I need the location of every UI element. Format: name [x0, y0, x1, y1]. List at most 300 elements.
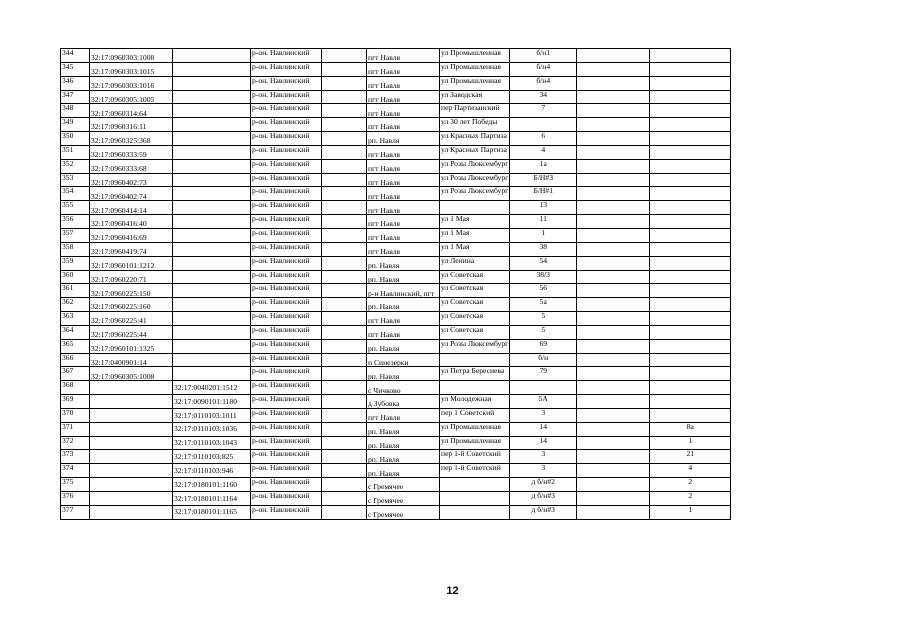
- table-row: [61, 173, 731, 187]
- cell-extra-b: [650, 325, 731, 339]
- cell-house-number: 5: [510, 312, 577, 326]
- cell-extra-b: [650, 215, 731, 229]
- cell-extra-a: [577, 201, 650, 215]
- table-row: [61, 145, 731, 159]
- cell-cadastral-number-a: 32:17:0960305:1005: [90, 90, 173, 104]
- table-row: [61, 395, 731, 409]
- cell-empty: [322, 395, 367, 409]
- cell-extra-a: [577, 464, 650, 478]
- cell-street: ул Промышленная: [440, 422, 510, 436]
- cell-cadastral-number-a: [90, 436, 173, 450]
- cell-cadastral-number-b: [173, 228, 251, 242]
- cell-district: р-он. Навлинский: [251, 145, 322, 159]
- cell-empty: [322, 353, 367, 367]
- cell-cadastral-number-a: 32:17:0960303:1015: [90, 62, 173, 76]
- cell-empty: [322, 367, 367, 381]
- cell-empty: [322, 284, 367, 298]
- cell-house-number: 3: [510, 464, 577, 478]
- cell-extra-b: 8а: [650, 422, 731, 436]
- cell-street: ул Петра Бересиева: [440, 367, 510, 381]
- cell-cadastral-number-b: 32:17:0110103:1011: [173, 408, 251, 422]
- cell-cadastral-number-b: [173, 270, 251, 284]
- cell-row-number: 364: [61, 325, 90, 339]
- cell-cadastral-number-b: [173, 298, 251, 312]
- cell-settlement: пгт Навля: [367, 104, 440, 118]
- cell-house-number: 54: [510, 256, 577, 270]
- cell-extra-b: 1: [650, 436, 731, 450]
- cell-district: р-он. Навлинский: [251, 215, 322, 229]
- cell-extra-a: [577, 312, 650, 326]
- cell-cadastral-number-b: [173, 173, 251, 187]
- cell-extra-b: 2: [650, 478, 731, 492]
- cell-cadastral-number-a: 32:17:0960303:1016: [90, 76, 173, 90]
- cell-house-number: б/н1: [510, 49, 577, 63]
- cell-house-number: 69: [510, 339, 577, 353]
- cell-cadastral-number-a: [90, 505, 173, 519]
- cell-cadastral-number-b: 32:17:0110103:825: [173, 450, 251, 464]
- cell-street: ул 1 Мая: [440, 242, 510, 256]
- table-row: [61, 228, 731, 242]
- cell-extra-a: [577, 132, 650, 146]
- cell-settlement: пгт Навля: [367, 325, 440, 339]
- cell-cadastral-number-b: 32:17:0180101:1165: [173, 505, 251, 519]
- cell-extra-a: [577, 450, 650, 464]
- cell-district: р-он. Навлинский: [251, 284, 322, 298]
- cell-extra-a: [577, 145, 650, 159]
- cell-cadastral-number-a: 32:17:0960220:71: [90, 270, 173, 284]
- cell-district: р-он. Навлинский: [251, 201, 322, 215]
- cell-house-number: 79: [510, 367, 577, 381]
- cell-cadastral-number-a: 32:17:0960305:1008: [90, 367, 173, 381]
- cell-empty: [322, 159, 367, 173]
- cell-row-number: 361: [61, 284, 90, 298]
- cell-row-number: 367: [61, 367, 90, 381]
- cell-cadastral-number-a: 32:17:0400901:14: [90, 353, 173, 367]
- cell-district: р-он. Навлинский: [251, 367, 322, 381]
- cell-empty: [322, 325, 367, 339]
- cell-settlement: пгт Навля: [367, 228, 440, 242]
- cell-house-number: 5А: [510, 395, 577, 409]
- cell-extra-b: [650, 312, 731, 326]
- cell-district: р-он. Навлинский: [251, 270, 322, 284]
- cell-empty: [322, 422, 367, 436]
- cell-cadastral-number-a: 32:17:0960101:1212: [90, 256, 173, 270]
- cell-street: пер 1-й Советский: [440, 450, 510, 464]
- cell-extra-a: [577, 381, 650, 395]
- cell-cadastral-number-b: 32:17:0180101:1160: [173, 478, 251, 492]
- cell-extra-a: [577, 76, 650, 90]
- cell-district: р-он. Навлинский: [251, 450, 322, 464]
- cell-district: р-он. Навлинский: [251, 381, 322, 395]
- cell-house-number: [510, 381, 577, 395]
- cell-extra-b: [650, 408, 731, 422]
- cell-empty: [322, 49, 367, 63]
- cell-house-number: Б/Н#1: [510, 187, 577, 201]
- cell-settlement: пгт Навля: [367, 215, 440, 229]
- cell-street: [440, 492, 510, 506]
- cell-house-number: 56: [510, 284, 577, 298]
- cell-settlement: пгт Навля: [367, 242, 440, 256]
- cell-district: р-он. Навлинский: [251, 132, 322, 146]
- table-row: [61, 187, 731, 201]
- cell-settlement: рп. Навля: [367, 339, 440, 353]
- cell-extra-b: [650, 395, 731, 409]
- cell-house-number: д б/н#3: [510, 492, 577, 506]
- cell-cadastral-number-b: [173, 256, 251, 270]
- cell-row-number: 358: [61, 242, 90, 256]
- cell-street: ул Розы Люксембург: [440, 173, 510, 187]
- cell-street: ул Розы Люксембург: [440, 339, 510, 353]
- cell-district: р-он. Навлинский: [251, 505, 322, 519]
- cell-empty: [322, 242, 367, 256]
- cell-empty: [322, 298, 367, 312]
- cell-district: р-он. Навлинский: [251, 62, 322, 76]
- cell-street: ул 30 лет Победы: [440, 118, 510, 132]
- cell-cadastral-number-b: [173, 90, 251, 104]
- cell-extra-a: [577, 49, 650, 63]
- registry-table: [60, 48, 731, 520]
- cell-extra-b: [650, 256, 731, 270]
- table-row: [61, 436, 731, 450]
- cell-cadastral-number-a: 32:17:0960402:74: [90, 187, 173, 201]
- cell-district: р-он. Навлинский: [251, 104, 322, 118]
- cell-empty: [322, 408, 367, 422]
- cell-cadastral-number-a: 32:17:0960333:59: [90, 145, 173, 159]
- cell-street: ул Молодежная: [440, 395, 510, 409]
- cell-settlement: пгт Навля: [367, 76, 440, 90]
- cell-district: р-он. Навлинский: [251, 312, 322, 326]
- cell-cadastral-number-b: [173, 145, 251, 159]
- cell-house-number: 11: [510, 215, 577, 229]
- cell-street: [440, 353, 510, 367]
- cell-empty: [322, 464, 367, 478]
- cell-settlement: пгт Навля: [367, 49, 440, 63]
- cell-street: ул Промышленная: [440, 76, 510, 90]
- cell-house-number: 14: [510, 436, 577, 450]
- cell-cadastral-number-a: [90, 381, 173, 395]
- cell-house-number: 3: [510, 450, 577, 464]
- cell-extra-a: [577, 118, 650, 132]
- table-row: [61, 201, 731, 215]
- cell-street: ул Советская: [440, 298, 510, 312]
- cell-cadastral-number-b: [173, 104, 251, 118]
- cell-empty: [322, 215, 367, 229]
- cell-house-number: 7: [510, 104, 577, 118]
- cell-cadastral-number-b: [173, 367, 251, 381]
- table-row: [61, 353, 731, 367]
- cell-street: пер 1-й Советский: [440, 464, 510, 478]
- cell-empty: [322, 187, 367, 201]
- cell-extra-a: [577, 104, 650, 118]
- cell-street: [440, 201, 510, 215]
- cell-extra-a: [577, 62, 650, 76]
- cell-street: ул Промышленная: [440, 436, 510, 450]
- cell-cadastral-number-b: [173, 284, 251, 298]
- cell-extra-a: [577, 395, 650, 409]
- cell-house-number: 14: [510, 422, 577, 436]
- cell-house-number: б/н: [510, 353, 577, 367]
- cell-district: р-он. Навлинский: [251, 325, 322, 339]
- cell-extra-a: [577, 478, 650, 492]
- cell-cadastral-number-a: 32:17:0960325:368: [90, 132, 173, 146]
- cell-settlement: пгт Навля: [367, 145, 440, 159]
- cell-cadastral-number-b: [173, 49, 251, 63]
- cell-settlement: пгт Навля: [367, 90, 440, 104]
- cell-empty: [322, 90, 367, 104]
- cell-extra-b: [650, 367, 731, 381]
- cell-extra-a: [577, 339, 650, 353]
- cell-settlement: пгт Навля: [367, 118, 440, 132]
- table-row: [61, 62, 731, 76]
- cell-settlement: с Гремячее: [367, 492, 440, 506]
- cell-district: р-он. Навлинский: [251, 242, 322, 256]
- table-row: [61, 464, 731, 478]
- cell-empty: [322, 173, 367, 187]
- cell-row-number: 352: [61, 159, 90, 173]
- table-row: [61, 132, 731, 146]
- cell-cadastral-number-a: 32:17:0960402:73: [90, 173, 173, 187]
- cell-settlement: рп. Навля: [367, 367, 440, 381]
- table-row: [61, 298, 731, 312]
- cell-extra-b: [650, 62, 731, 76]
- page-number: 12: [446, 585, 459, 597]
- cell-empty: [322, 505, 367, 519]
- cell-cadastral-number-b: 32:17:0110103:946: [173, 464, 251, 478]
- cell-empty: [322, 270, 367, 284]
- cell-street: ул Советская: [440, 284, 510, 298]
- cell-row-number: 373: [61, 450, 90, 464]
- cell-district: р-он. Навлинский: [251, 478, 322, 492]
- cell-house-number: 1а: [510, 159, 577, 173]
- cell-empty: [322, 201, 367, 215]
- cell-settlement: пгт Навля: [367, 408, 440, 422]
- cell-row-number: 368: [61, 381, 90, 395]
- cell-cadastral-number-b: [173, 118, 251, 132]
- cell-cadastral-number-a: 32:17:0960225:41: [90, 312, 173, 326]
- cell-house-number: б/н4: [510, 76, 577, 90]
- cell-district: р-он. Навлинский: [251, 395, 322, 409]
- registry-body: [61, 49, 731, 520]
- cell-house-number: д б/н#2: [510, 478, 577, 492]
- cell-row-number: 349: [61, 118, 90, 132]
- cell-street: ул Советская: [440, 325, 510, 339]
- cell-district: р-он. Навлинский: [251, 464, 322, 478]
- cell-row-number: 346: [61, 76, 90, 90]
- table-row: [61, 312, 731, 326]
- cell-house-number: [510, 118, 577, 132]
- cell-row-number: 376: [61, 492, 90, 506]
- table-row: [61, 49, 731, 63]
- cell-extra-a: [577, 228, 650, 242]
- cell-extra-b: [650, 228, 731, 242]
- cell-empty: [322, 450, 367, 464]
- cell-district: р-он. Навлинский: [251, 422, 322, 436]
- cell-extra-b: 2: [650, 492, 731, 506]
- table-row: [61, 408, 731, 422]
- table-row: [61, 76, 731, 90]
- cell-district: р-он. Навлинский: [251, 256, 322, 270]
- cell-settlement: рп. Навля: [367, 132, 440, 146]
- cell-empty: [322, 478, 367, 492]
- cell-row-number: 365: [61, 339, 90, 353]
- cell-row-number: 355: [61, 201, 90, 215]
- cell-extra-b: [650, 242, 731, 256]
- cell-cadastral-number-b: [173, 187, 251, 201]
- cell-row-number: 357: [61, 228, 90, 242]
- cell-street: [440, 381, 510, 395]
- table-row: [61, 478, 731, 492]
- cell-cadastral-number-a: 32:17:0960225:160: [90, 298, 173, 312]
- cell-settlement: рп. Навля: [367, 436, 440, 450]
- cell-extra-b: [650, 298, 731, 312]
- cell-row-number: 347: [61, 90, 90, 104]
- cell-cadastral-number-a: [90, 422, 173, 436]
- cell-street: ул Советская: [440, 312, 510, 326]
- cell-settlement: д Зубовка: [367, 395, 440, 409]
- cell-extra-a: [577, 256, 650, 270]
- cell-street: ул Ленина: [440, 256, 510, 270]
- cell-row-number: 375: [61, 478, 90, 492]
- cell-extra-a: [577, 436, 650, 450]
- cell-cadastral-number-a: [90, 464, 173, 478]
- cell-district: р-он. Навлинский: [251, 173, 322, 187]
- cell-extra-a: [577, 284, 650, 298]
- cell-district: р-он. Навлинский: [251, 436, 322, 450]
- cell-cadastral-number-a: 32:17:0960416:40: [90, 215, 173, 229]
- cell-cadastral-number-a: 32:17:0960225:150: [90, 284, 173, 298]
- table-row: [61, 215, 731, 229]
- cell-row-number: 372: [61, 436, 90, 450]
- cell-empty: [322, 256, 367, 270]
- cell-settlement: пгт Навля: [367, 173, 440, 187]
- cell-extra-a: [577, 159, 650, 173]
- cell-empty: [322, 62, 367, 76]
- cell-house-number: 34: [510, 90, 577, 104]
- cell-settlement: рп. Навля: [367, 270, 440, 284]
- cell-street: ул 1 Мая: [440, 215, 510, 229]
- cell-cadastral-number-a: [90, 408, 173, 422]
- table-row: [61, 339, 731, 353]
- cell-house-number: 1: [510, 228, 577, 242]
- cell-cadastral-number-a: [90, 450, 173, 464]
- cell-row-number: 348: [61, 104, 90, 118]
- cell-street: ул Розы Люксембург: [440, 159, 510, 173]
- cell-extra-a: [577, 367, 650, 381]
- table-row: [61, 118, 731, 132]
- cell-street: ул Красных Партиза: [440, 145, 510, 159]
- cell-extra-a: [577, 270, 650, 284]
- cell-extra-a: [577, 492, 650, 506]
- cell-settlement: пгт Навля: [367, 312, 440, 326]
- cell-cadastral-number-b: 32:17:0040201:1512: [173, 381, 251, 395]
- cell-cadastral-number-a: [90, 478, 173, 492]
- cell-cadastral-number-b: 32:17:0110103:1043: [173, 436, 251, 450]
- cell-extra-b: [650, 201, 731, 215]
- cell-row-number: 370: [61, 408, 90, 422]
- table-row: [61, 422, 731, 436]
- cell-extra-b: [650, 270, 731, 284]
- table-row: [61, 256, 731, 270]
- cell-settlement: рп. Навля: [367, 422, 440, 436]
- cell-row-number: 359: [61, 256, 90, 270]
- cell-district: р-он. Навлинский: [251, 49, 322, 63]
- cell-extra-b: [650, 339, 731, 353]
- cell-row-number: 344: [61, 49, 90, 63]
- cell-cadastral-number-a: 32:17:0960416:69: [90, 228, 173, 242]
- cell-extra-b: [650, 284, 731, 298]
- cell-settlement: п Синезерки: [367, 353, 440, 367]
- cell-row-number: 363: [61, 312, 90, 326]
- cell-settlement: рп. Навля: [367, 298, 440, 312]
- table-row: [61, 159, 731, 173]
- cell-cadastral-number-b: [173, 353, 251, 367]
- cell-extra-a: [577, 298, 650, 312]
- cell-extra-a: [577, 173, 650, 187]
- cell-settlement: р-н Навлинский, пгт: [367, 284, 440, 298]
- cell-cadastral-number-a: 32:17:0960333:68: [90, 159, 173, 173]
- cell-street: ул 1 Мая: [440, 228, 510, 242]
- cell-house-number: 4: [510, 145, 577, 159]
- cell-cadastral-number-b: 32:17:0110103:1036: [173, 422, 251, 436]
- cell-cadastral-number-a: 32:17:0960225:44: [90, 325, 173, 339]
- cell-house-number: 5а: [510, 298, 577, 312]
- cell-extra-a: [577, 408, 650, 422]
- cell-extra-a: [577, 325, 650, 339]
- cell-row-number: 369: [61, 395, 90, 409]
- cell-extra-b: [650, 187, 731, 201]
- cell-row-number: 377: [61, 505, 90, 519]
- cell-row-number: 360: [61, 270, 90, 284]
- cell-street: пер Партизанский: [440, 104, 510, 118]
- cell-extra-b: [650, 173, 731, 187]
- table-row: [61, 367, 731, 381]
- cell-extra-b: [650, 76, 731, 90]
- cell-street: ул Красных Партиза: [440, 132, 510, 146]
- cell-extra-a: [577, 242, 650, 256]
- cell-street: ул Промышленная: [440, 62, 510, 76]
- cell-row-number: 350: [61, 132, 90, 146]
- cell-row-number: 366: [61, 353, 90, 367]
- cell-row-number: 351: [61, 145, 90, 159]
- cell-extra-b: [650, 381, 731, 395]
- cell-row-number: 362: [61, 298, 90, 312]
- cell-settlement: рп. Навля: [367, 256, 440, 270]
- cell-extra-b: [650, 159, 731, 173]
- cell-empty: [322, 145, 367, 159]
- cell-empty: [322, 118, 367, 132]
- table-row: [61, 242, 731, 256]
- cell-house-number: б/н4: [510, 62, 577, 76]
- cell-house-number: 38/3: [510, 270, 577, 284]
- cell-extra-b: [650, 90, 731, 104]
- cell-extra-a: [577, 215, 650, 229]
- cell-row-number: 354: [61, 187, 90, 201]
- cell-house-number: 5: [510, 325, 577, 339]
- cell-cadastral-number-a: 32:17:0960316:11: [90, 118, 173, 132]
- cell-street: ул Советская: [440, 270, 510, 284]
- cell-settlement: пгт Навля: [367, 62, 440, 76]
- cell-settlement: рп. Навля: [367, 450, 440, 464]
- cell-cadastral-number-b: [173, 312, 251, 326]
- cell-empty: [322, 436, 367, 450]
- cell-street: [440, 505, 510, 519]
- cell-district: р-он. Навлинский: [251, 298, 322, 312]
- cell-empty: [322, 132, 367, 146]
- cell-street: ул Промышленная: [440, 49, 510, 63]
- cell-empty: [322, 104, 367, 118]
- cell-cadastral-number-b: [173, 62, 251, 76]
- cell-extra-b: [650, 118, 731, 132]
